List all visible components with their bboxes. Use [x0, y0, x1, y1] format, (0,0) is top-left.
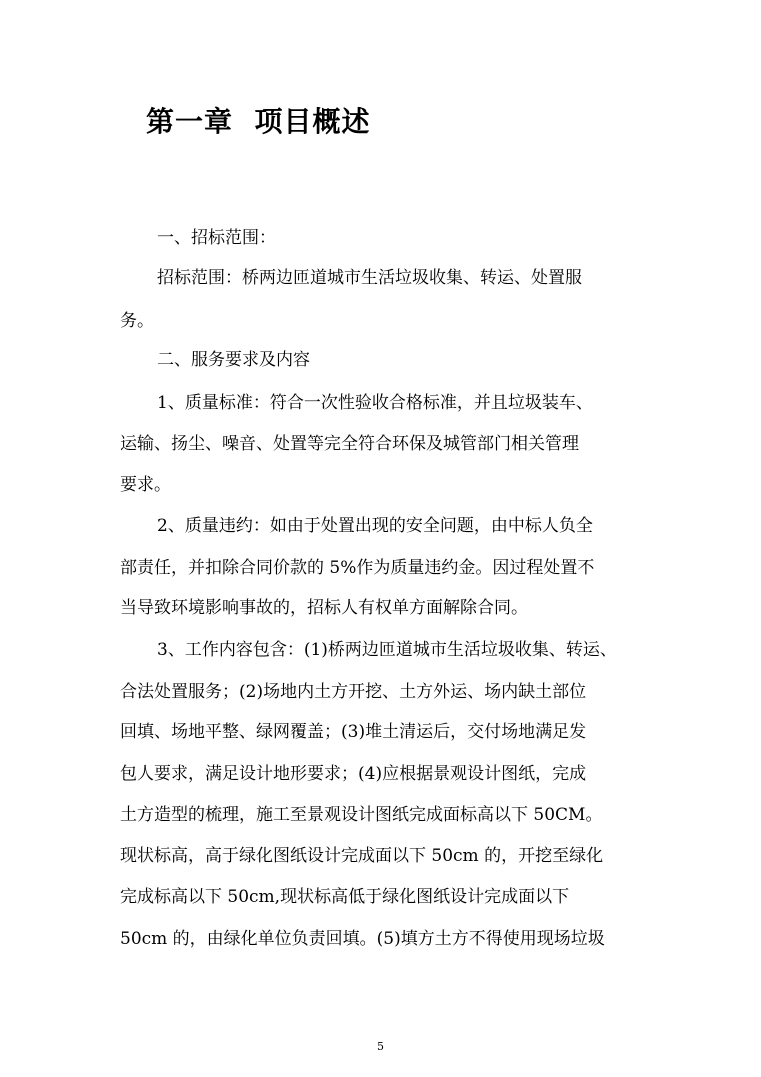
- page-number: 5: [377, 1040, 384, 1053]
- paragraph-line: 3、工作内容包含：(1)桥两边匝道城市生活垃圾收集、转运、: [157, 640, 617, 660]
- paragraph-line: 部责任，并扣除合同价款的 5%作为质量违约金。因过程处置不: [120, 558, 595, 578]
- chapter-title: 第一章 项目概述: [146, 105, 371, 138]
- paragraph-line: 50cm 的，由绿化单位负责回填。(5)填方土方不得使用现场垃圾: [120, 929, 605, 949]
- paragraph-line: 当导致环境影响事故的，招标人有权单方面解除合同。: [120, 598, 528, 618]
- paragraph-line: 招标范围：桥两边匝道城市生活垃圾收集、转运、处置服: [157, 268, 582, 288]
- paragraph-line: 2、质量违约：如由于处置出现的安全问题，由中标人负全: [157, 516, 593, 536]
- paragraph-line: 要求。: [120, 475, 171, 495]
- section-heading-service-requirements: 二、服务要求及内容: [157, 350, 310, 370]
- paragraph-line: 务。: [120, 311, 154, 331]
- paragraph-line: 回填、场地平整、绿网覆盖；(3)堆土清运后，交付场地满足发: [120, 722, 587, 742]
- section-heading-bidding-scope: 一、招标范围：: [157, 228, 276, 248]
- paragraph-line: 1、质量标准：符合一次性验收合格标准，并且垃圾装车、: [157, 393, 593, 413]
- paragraph-line: 现状标高，高于绿化图纸设计完成面以下 50cm 的，开挖至绿化: [120, 846, 604, 866]
- paragraph-line: 合法处置服务；(2)场地内土方开挖、土方外运、场内缺土部位: [120, 682, 587, 702]
- paragraph-line: 包人要求，满足设计地形要求；(4)应根据景观设计图纸，完成: [120, 764, 587, 784]
- paragraph-line: 完成标高以下 50cm,现状标高低于绿化图纸设计完成面以下: [120, 887, 570, 907]
- paragraph-line: 土方造型的梳理，施工至景观设计图纸完成面标高以下 50CM。: [120, 805, 603, 825]
- paragraph-line: 运输、扬尘、噪音、处置等完全符合环保及城管部门相关管理: [120, 434, 579, 454]
